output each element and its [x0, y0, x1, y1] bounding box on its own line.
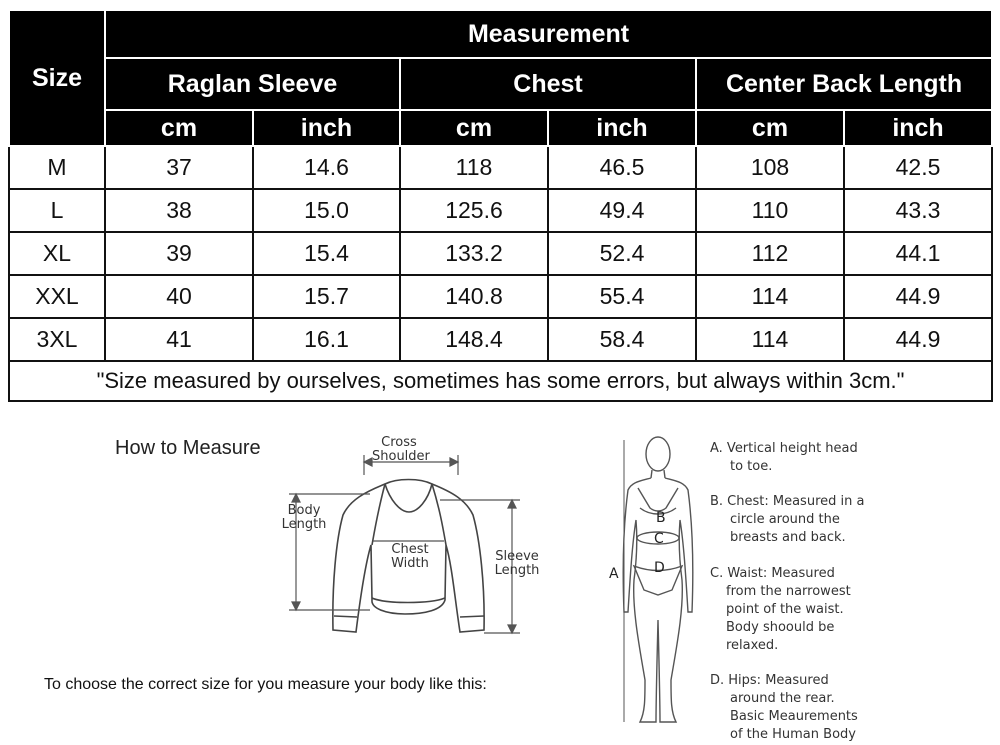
group-header-center-back-length: Center Back Length: [696, 58, 992, 110]
value-cell: 14.6: [253, 146, 400, 189]
value-cell: 52.4: [548, 232, 696, 275]
value-cell: 44.1: [844, 232, 992, 275]
value-cell: 49.4: [548, 189, 696, 232]
value-cell: 37: [105, 146, 253, 189]
value-cell: 133.2: [400, 232, 548, 275]
figure-letter-c: C: [654, 531, 664, 547]
value-cell: 16.1: [253, 318, 400, 361]
figure-letter-b: B: [656, 510, 666, 526]
unit-header: inch: [844, 110, 992, 146]
value-cell: 114: [696, 275, 844, 318]
value-cell: 55.4: [548, 275, 696, 318]
unit-header: cm: [696, 110, 844, 146]
value-cell: 112: [696, 232, 844, 275]
value-cell: 15.4: [253, 232, 400, 275]
how-to-measure-title: How to Measure: [115, 437, 261, 459]
unit-header: cm: [400, 110, 548, 146]
value-cell: 58.4: [548, 318, 696, 361]
description-b: B. Chest: Measured in a circle around the breasts and back.: [710, 494, 865, 545]
unit-header: cm: [105, 110, 253, 146]
unit-header: inch: [548, 110, 696, 146]
size-header: Size: [9, 10, 105, 146]
value-cell: 118: [400, 146, 548, 189]
description-a: A. Vertical height head to toe.: [710, 441, 858, 474]
value-cell: 114: [696, 318, 844, 361]
figure-letter-a: A: [609, 566, 619, 582]
value-cell: 110: [696, 189, 844, 232]
body-length-label: Body Length: [281, 503, 327, 532]
measurement-header: Measurement: [105, 10, 992, 58]
value-cell: 140.8: [400, 275, 548, 318]
group-header-raglan-sleeve: Raglan Sleeve: [105, 58, 400, 110]
unit-header: inch: [253, 110, 400, 146]
value-cell: 44.9: [844, 275, 992, 318]
chest-width-label: Chest Width: [391, 542, 429, 571]
value-cell: 125.6: [400, 189, 548, 232]
value-cell: 42.5: [844, 146, 992, 189]
value-cell: 15.7: [253, 275, 400, 318]
value-cell: 40: [105, 275, 253, 318]
size-note: "Size measured by ourselves, sometimes has some errors, but always within 3cm.": [9, 361, 992, 401]
size-cell: 3XL: [9, 318, 105, 361]
size-cell: M: [9, 146, 105, 189]
size-cell: L: [9, 189, 105, 232]
value-cell: 39: [105, 232, 253, 275]
description-d: D. Hips: Measured around the rear. Basic Meaurements of the Human Body: [710, 673, 858, 742]
value-cell: 38: [105, 189, 253, 232]
value-cell: 43.3: [844, 189, 992, 232]
value-cell: 46.5: [548, 146, 696, 189]
size-cell: XL: [9, 232, 105, 275]
cross-shoulder-label: Cross Shoulder: [372, 435, 430, 464]
value-cell: 148.4: [400, 318, 548, 361]
value-cell: 44.9: [844, 318, 992, 361]
size-cell: XXL: [9, 275, 105, 318]
figure-letter-d: D: [654, 560, 665, 576]
description-c: C. Waist: Measured from the narrowest point of the waist. Body shoould be relaxed.: [710, 566, 851, 653]
choose-size-instruction: To choose the correct size for you measure your body like this:: [44, 676, 487, 693]
value-cell: 41: [105, 318, 253, 361]
value-cell: 108: [696, 146, 844, 189]
value-cell: 15.0: [253, 189, 400, 232]
sleeve-length-label: Sleeve Length: [494, 549, 540, 578]
group-header-chest: Chest: [400, 58, 696, 110]
